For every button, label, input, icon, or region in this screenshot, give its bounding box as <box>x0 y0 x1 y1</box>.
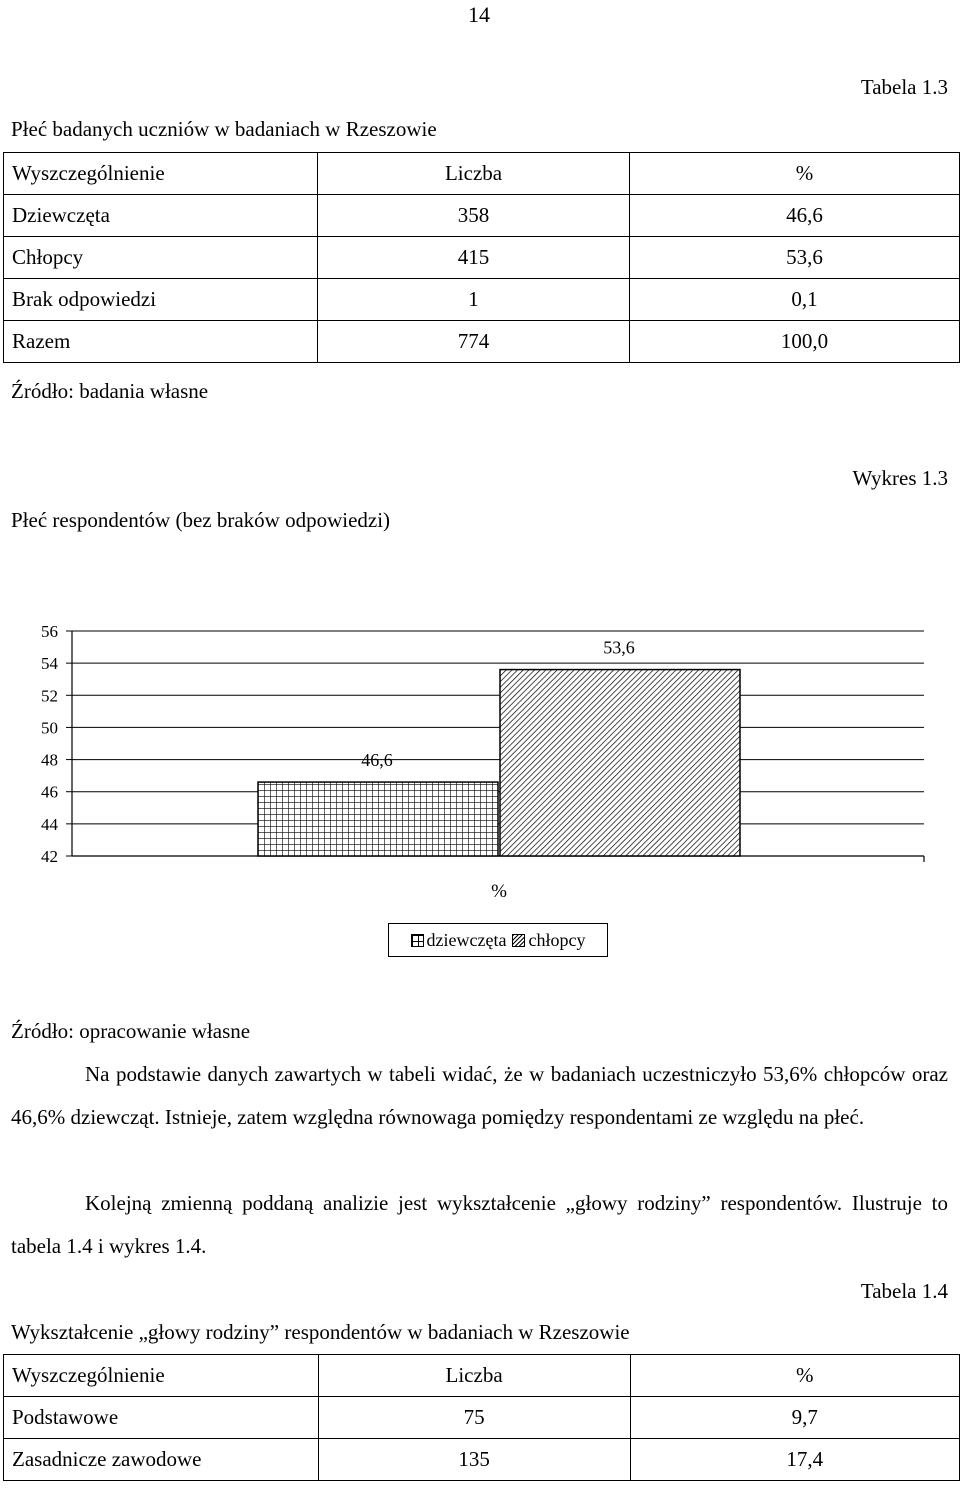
table-source: Źródło: badania własne <box>11 379 209 403</box>
bar-dziewczęta <box>258 782 498 856</box>
table-cell: 1 <box>318 279 630 321</box>
table-cell: 53,6 <box>630 237 960 279</box>
y-tick-label: 42 <box>41 847 58 866</box>
figure-label: Wykres 1.3 <box>852 466 948 490</box>
legend-item <box>411 930 507 951</box>
paragraph: Kolejną zmienną poddaną analizie jest wykształcenie „głowy rodziny” respondentów. Ilustruje to tabela 1.4 i wykres 1.4. <box>11 1191 948 1258</box>
table-cell: 358 <box>318 195 630 237</box>
y-tick-label: 46 <box>41 782 58 802</box>
table-cell: Zasadnicze zawodowe <box>4 1439 319 1481</box>
header-cell: % <box>630 1355 959 1397</box>
figure-caption: Płeć respondentów (bez braków odpowiedzi) <box>11 508 391 532</box>
table-label: Tabela 1.4 <box>860 1279 948 1303</box>
legend-label: chłopcy <box>528 929 586 950</box>
y-tick-label: 56 <box>41 622 58 641</box>
table-row <box>4 321 960 363</box>
table-cell: 9,7 <box>630 1397 959 1439</box>
table-caption: Wykształcenie „głowy rodziny” respondentów w badaniach w Rzeszowie <box>11 1320 630 1344</box>
table-header-row <box>4 1355 960 1397</box>
table-cell: Chłopcy <box>4 237 318 279</box>
header-cell: Wyszczególnienie <box>4 153 318 195</box>
chart-legend <box>388 923 608 957</box>
grid-pattern-swatch-icon <box>411 934 424 947</box>
legend-item <box>512 930 585 951</box>
paragraph: Na podstawie danych zawartych w tabeli widać, że w badaniach uczestniczyło 53,6% chłopców oraz 46,6% dziewcząt. Istnieje, zatem względna równowaga pomiędzy respondentami ze względu na płeć. <box>11 1062 948 1129</box>
table-row <box>4 279 960 321</box>
bar-chart <box>0 610 960 910</box>
table-cell: Dziewczęta <box>4 195 318 237</box>
data-label: 53,6 <box>603 637 635 658</box>
figure-source: Źródło: opracowanie własne <box>11 1019 251 1043</box>
header-cell: Liczba <box>318 153 630 195</box>
table-row <box>4 1397 960 1439</box>
table-row <box>4 1439 960 1481</box>
table-cell: 135 <box>318 1439 630 1481</box>
table-cell: 415 <box>318 237 630 279</box>
table-label: Tabela 1.3 <box>860 75 948 99</box>
table-cell: 100,0 <box>630 321 960 363</box>
y-tick-label: 54 <box>41 654 58 674</box>
bar-chłopcy <box>500 670 740 856</box>
table-cell: Podstawowe <box>4 1397 319 1439</box>
table-header-row <box>4 153 960 195</box>
table-row <box>4 195 960 237</box>
table-cell: 17,4 <box>630 1439 959 1481</box>
y-tick-label: 44 <box>41 814 58 834</box>
table-cell: 774 <box>318 321 630 363</box>
page-number: 14 <box>468 2 490 27</box>
header-cell: Wyszczególnienie <box>4 1355 319 1397</box>
table-cell: 75 <box>318 1397 630 1439</box>
table-cell: Brak odpowiedzi <box>4 279 318 321</box>
table-cell: 46,6 <box>630 195 960 237</box>
data-label: 46,6 <box>361 750 393 771</box>
y-tick-label: 50 <box>41 718 58 738</box>
x-axis-label: % <box>491 881 507 902</box>
header-cell: % <box>630 153 960 195</box>
table-1-4 <box>3 1354 960 1481</box>
y-tick-label: 48 <box>41 750 58 770</box>
legend-label: dziewczęta <box>426 929 507 950</box>
y-tick-label: 52 <box>41 686 58 706</box>
table-cell: 0,1 <box>630 279 960 321</box>
table-caption: Płeć badanych uczniów w badaniach w Rzeszowie <box>11 117 437 141</box>
bars <box>258 638 740 856</box>
table-cell: Razem <box>4 321 318 363</box>
table-1-3 <box>3 152 960 363</box>
hatch-pattern-swatch-icon <box>512 934 525 947</box>
table-row <box>4 237 960 279</box>
header-cell: Liczba <box>318 1355 630 1397</box>
